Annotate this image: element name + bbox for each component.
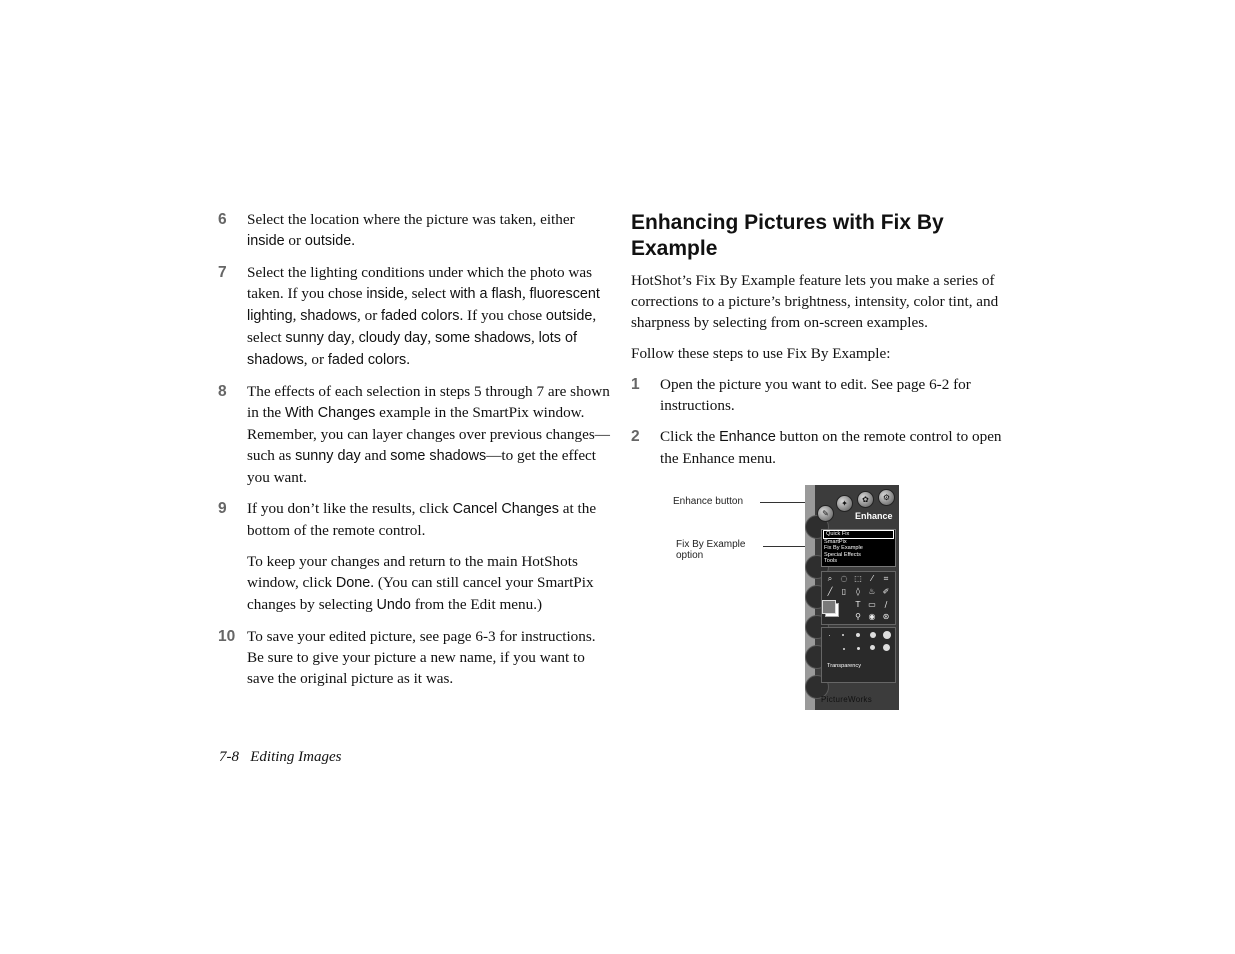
step-number: 7 bbox=[218, 264, 227, 281]
transparency-label: Transparency bbox=[827, 663, 861, 669]
text-run: example in the SmartPix window. Remember, you can layer changes over previous changes—such as bbox=[247, 404, 610, 464]
remote-control-panel bbox=[805, 485, 899, 710]
step-number: 10 bbox=[218, 628, 236, 645]
eyedropper-icon[interactable]: ⚲ bbox=[855, 612, 861, 621]
line-icon[interactable]: ∕ bbox=[884, 600, 888, 609]
text-run: Click the bbox=[660, 428, 720, 445]
step-text bbox=[247, 211, 575, 249]
ui-term: faded colors bbox=[381, 308, 460, 324]
text-run: button on the remote control to open the Enhance menu. bbox=[660, 428, 1002, 467]
page-footer bbox=[219, 749, 342, 766]
text-run: Select the lighting conditions under which the photo was taken. If you chose bbox=[247, 264, 593, 302]
brush-size-option[interactable] bbox=[857, 647, 860, 650]
ui-term: With Changes bbox=[284, 405, 376, 421]
clone-icon[interactable]: ⊛ bbox=[882, 612, 890, 621]
text-run: , bbox=[427, 329, 435, 346]
ui-term: with a flash bbox=[449, 286, 522, 302]
left-column bbox=[218, 209, 610, 699]
text-icon[interactable]: T bbox=[855, 600, 861, 609]
text-run: , select bbox=[247, 307, 597, 346]
ui-term: Undo bbox=[376, 597, 411, 613]
ui-term: outside bbox=[304, 233, 352, 249]
menu-item-special-effects[interactable]: Special Effects bbox=[824, 551, 861, 558]
follow-paragraph: Follow these steps to use Fix By Example: bbox=[631, 345, 891, 362]
intro-paragraph: HotShot’s Fix By Example feature lets you make a series of corrections to a picture’s brightness, intensity, color tint, and sharpness by selecting from on-screen examples. bbox=[631, 272, 999, 331]
step-text bbox=[660, 376, 971, 414]
ui-term: faded colors bbox=[327, 352, 407, 368]
text-run: Open the picture you want to edit. See page 6-2 for instructions. bbox=[660, 376, 971, 414]
text-run: If you don’t like the results, click bbox=[247, 500, 453, 517]
text-run: , or bbox=[303, 351, 328, 368]
ui-term: fluorescent lighting bbox=[247, 286, 600, 324]
step-number: 1 bbox=[631, 376, 640, 393]
ui-term: inside bbox=[366, 286, 404, 302]
ui-term: outside bbox=[545, 308, 593, 324]
text-run: at the bottom of the remote control. bbox=[247, 500, 597, 539]
step-number: 6 bbox=[218, 211, 227, 228]
pen-icon[interactable]: ✐ bbox=[882, 587, 890, 596]
text-run: , bbox=[530, 329, 539, 346]
brush-icon[interactable]: ╱ bbox=[827, 587, 833, 596]
step-10 bbox=[218, 626, 610, 689]
redeye-icon[interactable]: ◉ bbox=[868, 612, 876, 621]
text-run: from the Edit menu.) bbox=[410, 596, 543, 613]
text-run: . bbox=[406, 351, 411, 368]
brush-size-option[interactable] bbox=[856, 633, 860, 637]
text-run: , or bbox=[357, 307, 382, 324]
text-run: To keep your changes and return to the main HotShots window, click bbox=[247, 553, 578, 591]
settings-icon[interactable]: ⚙ bbox=[878, 489, 895, 506]
step-text bbox=[247, 500, 596, 539]
ui-term: shadows bbox=[300, 308, 357, 324]
brush-size-option[interactable] bbox=[883, 631, 891, 639]
marquee-icon[interactable]: ⬚ bbox=[854, 574, 862, 583]
step-number: 8 bbox=[218, 383, 227, 400]
menu-item-tools[interactable]: Tools bbox=[824, 558, 838, 564]
step-text bbox=[247, 553, 594, 613]
magnifier-icon[interactable]: ⌕ bbox=[827, 574, 833, 583]
brush-size-option[interactable] bbox=[870, 632, 876, 638]
text-run: . bbox=[351, 232, 356, 249]
enhance-icon[interactable]: ✎ bbox=[817, 505, 834, 522]
step-7 bbox=[218, 262, 610, 371]
callout-fix-by-example bbox=[676, 539, 745, 561]
text-run: , bbox=[292, 307, 301, 324]
bucket-icon[interactable]: ▯ bbox=[841, 587, 847, 596]
smudge-icon[interactable]: ♨ bbox=[868, 587, 876, 596]
callout-enhance-button: Enhance button bbox=[673, 496, 744, 507]
step-8 bbox=[218, 381, 610, 488]
effects-icon[interactable]: ✿ bbox=[857, 491, 874, 508]
ui-term: sunny day bbox=[285, 330, 351, 346]
step-text bbox=[247, 383, 610, 486]
page-number: 7-8 bbox=[219, 749, 239, 765]
step-number: 9 bbox=[218, 500, 227, 517]
text-run: , select bbox=[403, 285, 450, 302]
step-9-continued bbox=[218, 551, 610, 616]
ui-term: sunny day bbox=[295, 448, 361, 464]
crop-icon[interactable]: ⌗ bbox=[883, 574, 889, 583]
brush-size-grid bbox=[821, 627, 896, 683]
text-run: —to get the effect you want. bbox=[247, 447, 597, 486]
menu-item-fix-by-example[interactable]: Fix By Example bbox=[824, 545, 863, 551]
step-9 bbox=[218, 498, 610, 541]
text-run: , bbox=[521, 285, 530, 302]
text-run: . (You can still cancel your SmartPix changes by selecting bbox=[247, 574, 594, 613]
menu-item-smartpix[interactable]: SmartPix bbox=[824, 538, 847, 545]
step-number: 2 bbox=[631, 428, 640, 445]
ui-term: cloudy day bbox=[358, 330, 428, 346]
brush-size-option[interactable] bbox=[843, 648, 845, 650]
brush-size-option[interactable] bbox=[842, 634, 844, 636]
section-heading: Enhancing Pictures with Fix By Example bbox=[631, 211, 944, 260]
brand-logo: PictureWorks bbox=[821, 695, 873, 704]
callout-line: option bbox=[676, 550, 704, 561]
ui-term: lots of shadows bbox=[247, 330, 577, 368]
text-run: The effects of each selection in steps 5 through 7 are shown in the bbox=[247, 383, 610, 421]
lasso-icon[interactable]: ◌ bbox=[840, 574, 848, 583]
ui-term: Done bbox=[335, 575, 371, 591]
drop-icon[interactable]: ◊ bbox=[856, 587, 860, 596]
brush-size-option[interactable] bbox=[829, 635, 830, 636]
step-text bbox=[247, 264, 600, 368]
wand-icon[interactable]: ⁄ bbox=[871, 574, 873, 583]
right-column bbox=[631, 210, 1021, 479]
text-run: or bbox=[284, 232, 305, 249]
callout-line: Fix By Example bbox=[676, 539, 746, 550]
step-text bbox=[660, 428, 1002, 467]
section-name: Editing Images bbox=[250, 749, 342, 765]
text-run: , bbox=[350, 329, 359, 346]
brush-size-option[interactable] bbox=[883, 644, 890, 651]
text-run: To save your edited picture, see page 6-3 for instructions. Be sure to give your picture a new name, if you want to save the original picture as it was. bbox=[247, 628, 596, 687]
step-2 bbox=[631, 426, 1021, 469]
ui-term: some shadows bbox=[390, 448, 487, 464]
text-run: Select the location where the picture was taken, either bbox=[247, 211, 575, 228]
enhance-menu bbox=[821, 529, 896, 567]
tools-icon[interactable]: ✦ bbox=[836, 495, 853, 512]
ui-term: Enhance bbox=[719, 429, 776, 445]
step-1 bbox=[631, 374, 1021, 416]
eraser-icon[interactable]: ▭ bbox=[868, 600, 876, 609]
text-run: . If you chose bbox=[459, 307, 546, 324]
foreground-color-swatch[interactable] bbox=[822, 600, 836, 614]
ui-term: some shadows bbox=[434, 330, 531, 346]
ui-term: Cancel Changes bbox=[452, 501, 559, 517]
ui-term: inside bbox=[247, 233, 285, 249]
menu-item-quick-fix[interactable]: Quick Fix bbox=[823, 530, 894, 539]
step-6 bbox=[218, 209, 610, 252]
panel-title: Enhance bbox=[855, 511, 893, 521]
step-text bbox=[247, 628, 596, 687]
brush-size-option[interactable] bbox=[870, 645, 875, 650]
text-run: and bbox=[360, 447, 391, 464]
